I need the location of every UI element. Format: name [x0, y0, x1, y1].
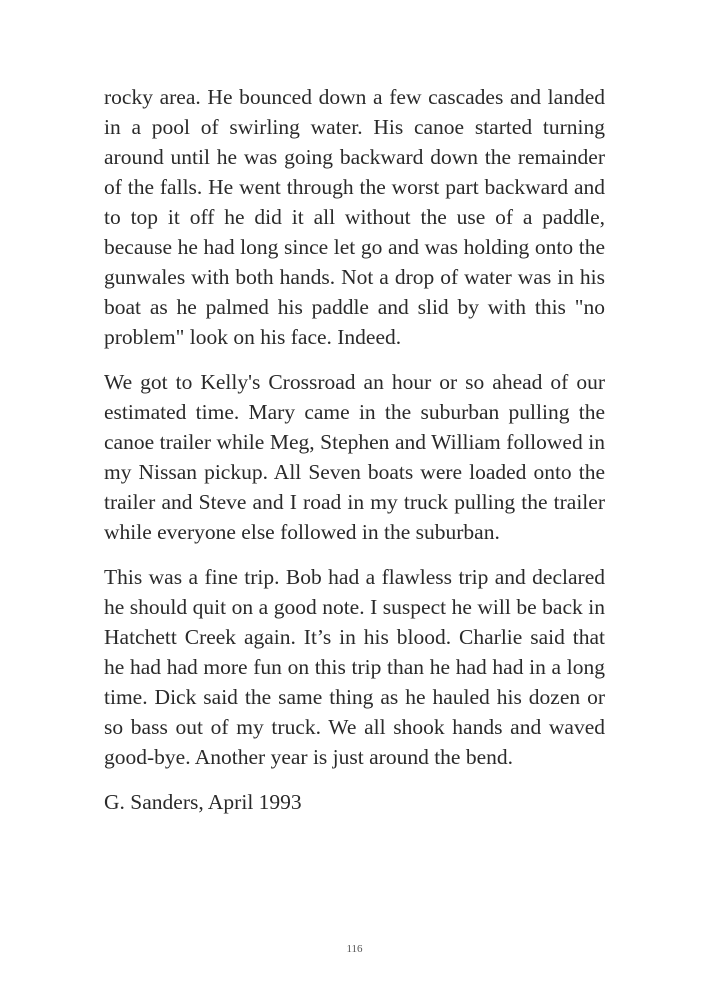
- signature-line: G. Sanders, April 1993: [104, 790, 302, 814]
- paragraph-3: This was a fine trip. Bob had a flawless trip and declared he should quit on a good note. I suspect he will be back in Hatchett Creek again. It’s in his blood. Charlie said that he had had more fun on this trip than he had had in a long time. Dick said the same thing as he hauled his dozen or so bass out of my truck. We all shook hands and waved good-bye. Another year is just around the bend.: [104, 565, 605, 769]
- page-number: 116: [346, 943, 363, 955]
- paragraph-2: We got to Kelly's Crossroad an hour or so ahead of our estimated time. Mary came in the suburban pulling the canoe trailer while Meg, Stephen and William followed in my Nissan pickup. All Seven boats were loaded onto the trailer and Steve and I road in my truck pulling the trailer while everyone else followed in the suburban.: [104, 370, 605, 544]
- paragraph-1: rocky area. He bounced down a few cascades and landed in a pool of swirling water. His canoe started turning around until he was going backward down the remainder of the falls. He went through the worst part backward and to top it off he did it all without the use of a paddle, because he had long since let go and was holding onto the gunwales with both hands. Not a drop of water was in his boat as he palmed his paddle and slid by with this "no problem" look on his face. Indeed.: [104, 85, 605, 349]
- page-body: [104, 82, 605, 817]
